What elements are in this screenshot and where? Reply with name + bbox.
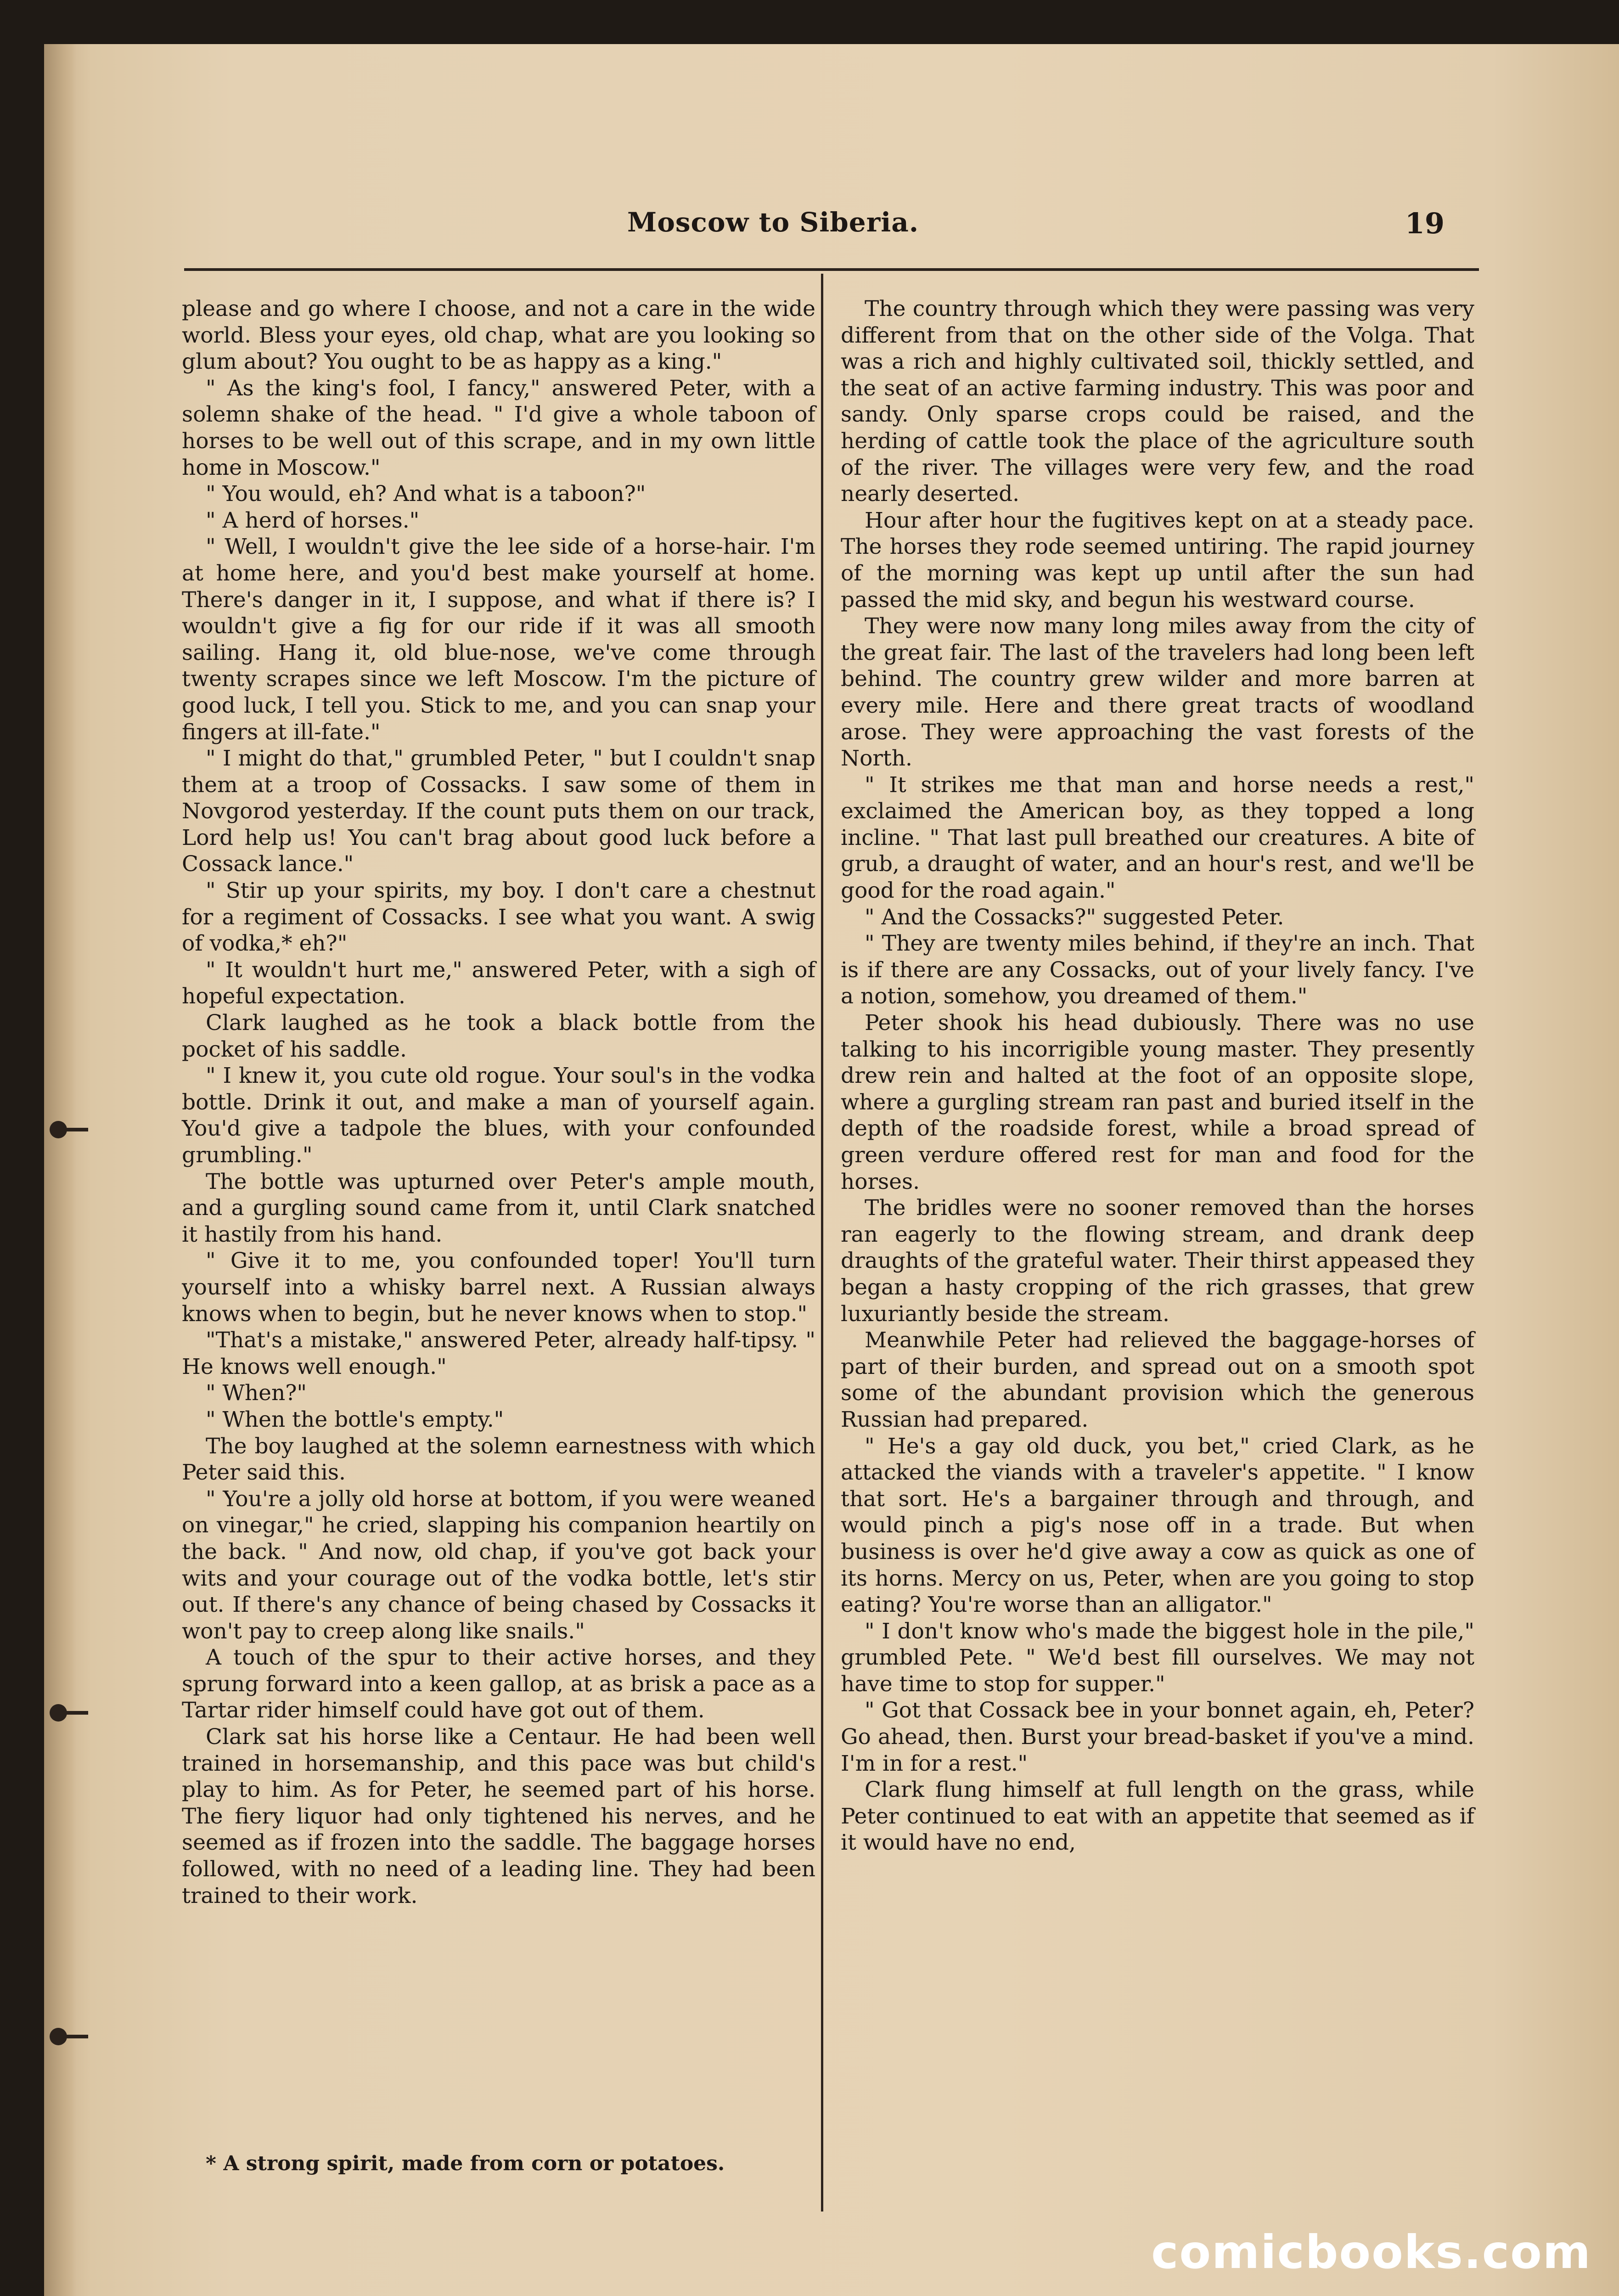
paragraph: The country through which they were passing was very different from that on the other side of the Volga. That was a rich and highly cultivated soil, thickly settled, and the seat of an active farming industry. This was poor and sandy. Only sparse crops could be raised, and the herding of cattle took the place of the agriculture south of the river. The villages were very few, and the road nearly deserted. (841, 296, 1474, 507)
right-column (841, 296, 1474, 1856)
paragraph: " And the Cossacks?" suggested Peter. (865, 904, 1284, 930)
footnote: * A strong spirit, made from corn or potatoes. (206, 2152, 725, 2175)
binding-stitch (50, 1704, 67, 1722)
paragraph: Meanwhile Peter had relieved the baggage-horses of part of their burden, and spread out on a smooth spot some of the abundant provision which the generous Russian had prepared. (841, 1328, 1474, 1432)
paragraph: " I might do that," grumbled Peter, " but I couldn't snap them at a troop of Cossacks. I saw some of them in Novgorod yesterday. If the count puts them on our track, Lord help us! You can't brag about good luck before a Cossack lance." (182, 746, 815, 877)
header-rule (184, 268, 1479, 271)
binding-edge (44, 44, 76, 2296)
paragraph: Hour after hour the fugitives kept on at a steady pace. The horses they rode seemed untiring. The rapid journey of the morning was kept up until after the sun had passed the mid sky, and begun his westward course. (841, 507, 1474, 613)
paragraph: The bridles were no sooner removed than the horses ran eagerly to the flowing stream, and drank deep draughts of the grateful water. Their thirst appeased they began a hasty cropping of the rich grasses, that grew luxuriantly beside the stream. (841, 1195, 1474, 1327)
column-divider (821, 274, 823, 2212)
paragraph: A touch of the spur to their active horses, and they sprung forward into a keen gallop, at as brisk a pace as a Tartar rider himself could have got out of them. (182, 1645, 815, 1723)
book-page (44, 44, 1619, 2296)
paragraph: " You're a jolly old horse at bottom, if you were weaned on vinegar," he cried, slapping his companion heartily on the back. " And now, old chap, if you've got back your wits and your courage out of the vodka bottle, let's stir out. If there's any chance of being chased by Cossacks it won't pay to creep along like snails." (182, 1486, 815, 1644)
paragraph: " Got that Cossack bee in your bonnet again, eh, Peter? Go ahead, then. Burst your bread-basket if you've a mind. I'm in for a rest." (841, 1698, 1474, 1776)
paragraph: " He's a gay old duck, you bet," cried Clark, as he attacked the viands with a traveler's appetite. " I know that sort. He's a bargainer through and through, and would pinch a pig's nose off in a trade. But when business is over he'd give away a cow as quick as one of its horns. Mercy on us, Peter, when are you going to stop eating? You're worse than an alligator." (841, 1433, 1474, 1618)
paragraph: "That's a mistake," answered Peter, already half-tipsy. " He knows well enough." (182, 1328, 815, 1379)
site-watermark: comicbooks.com (1151, 2225, 1591, 2279)
paragraph: " Well, I wouldn't give the lee side of a horse-hair. I'm at home here, and you'd best make yourself at home. There's danger in it, I suppose, and what if there is? I wouldn't give a fig for our ride if it was all smooth sailing. Hang it, old blue-nose, we've come through twenty scrapes since we left Moscow. I'm the picture of good luck, I tell you. Stick to me, and you can snap your fingers at ill-fate." (182, 534, 815, 745)
paragraph: " They are twenty miles behind, if they're an inch. That is if there are any Cossacks, out of your lively fancy. I've a notion, somehow, you dreamed of them." (841, 931, 1474, 1009)
paragraph: " It strikes me that man and horse needs a rest," exclaimed the American boy, as they topped a long incline. " That last pull breathed our creatures. A bite of grub, a draught of water, and an hour's rest, and we'll be good for the road again." (841, 772, 1474, 904)
paragraph: Clark sat his horse like a Centaur. He had been well trained in horsemanship, and this pace was but child's play to him. As for Peter, he seemed part of his horse. The fiery liquor had only tightened his nerves, and he seemed as if frozen into the saddle. The baggage horses followed, with no need of a leading line. They had been trained to their work. (182, 1724, 815, 1908)
paragraph: " You would, eh? And what is a taboon?" (206, 481, 646, 507)
paragraph: " When the bottle's empty." (206, 1407, 504, 1432)
paragraph: please and go where I choose, and not a care in the wide world. Bless your eyes, old chap, what are you looking so glum about? You ought to be as happy as a king." (182, 296, 815, 375)
paragraph: " A herd of horses." (206, 507, 420, 533)
paragraph: " Give it to me, you confounded toper! You'll turn yourself into a whisky barrel next. A Russian always knows when to begin, but he never knows when to stop." (182, 1248, 815, 1327)
binding-stitch (50, 2028, 67, 2045)
paragraph: " I knew it, you cute old rogue. Your soul's in the vodka bottle. Drink it out, and make a man of yourself again. You'd give a tadpole the blues, with your confounded grumbling." (182, 1063, 815, 1168)
binding-stitch (50, 1121, 67, 1138)
paragraph: " When?" (206, 1380, 307, 1406)
page-number: 19 (1405, 207, 1445, 240)
running-title: Moscow to Siberia. (627, 207, 919, 238)
paragraph: Clark flung himself at full length on the grass, while Peter continued to eat with an appetite that seemed as if it would have no end, (841, 1777, 1474, 1856)
paragraph: " I don't know who's made the biggest hole in the pile," grumbled Pete. " We'd best fill ourselves. We may not have time to stop for supper." (841, 1618, 1474, 1697)
page-header (627, 207, 1445, 253)
paragraph: The bottle was upturned over Peter's ample mouth, and a gurgling sound came from it, until Clark snatched it hastily from his hand. (182, 1169, 815, 1247)
paragraph: They were now many long miles away from the city of the great fair. The last of the travelers had long been left behind. The country grew wilder and more barren at every mile. Here and there great tracts of woodland arose. They were approaching the vast forests of the North. (841, 613, 1474, 771)
paragraph: " Stir up your spirits, my boy. I don't care a chestnut for a regiment of Cossacks. I see what you want. A swig of vodka,* eh?" (182, 878, 815, 957)
paragraph: Clark laughed as he took a black bottle from the pocket of his saddle. (182, 1010, 815, 1062)
paragraph: " It wouldn't hurt me," answered Peter, with a sigh of hopeful expectation. (182, 957, 815, 1009)
paragraph: " As the king's fool, I fancy," answered Peter, with a solemn shake of the head. " I'd give a whole taboon of horses to be well out of this scrape, and in my own little home in Moscow." (182, 375, 815, 480)
paragraph: Peter shook his head dubiously. There was no use talking to his incorrigible young master. They presently drew rein and halted at the foot of an opposite slope, where a gurgling stream ran past and buried itself in the depth of the roadside forest, while a broad spread of green verdure offered rest for man and food for the horses. (841, 1010, 1474, 1194)
left-column (182, 296, 815, 1909)
paragraph: The boy laughed at the solemn earnestness with which Peter said this. (182, 1433, 815, 1486)
